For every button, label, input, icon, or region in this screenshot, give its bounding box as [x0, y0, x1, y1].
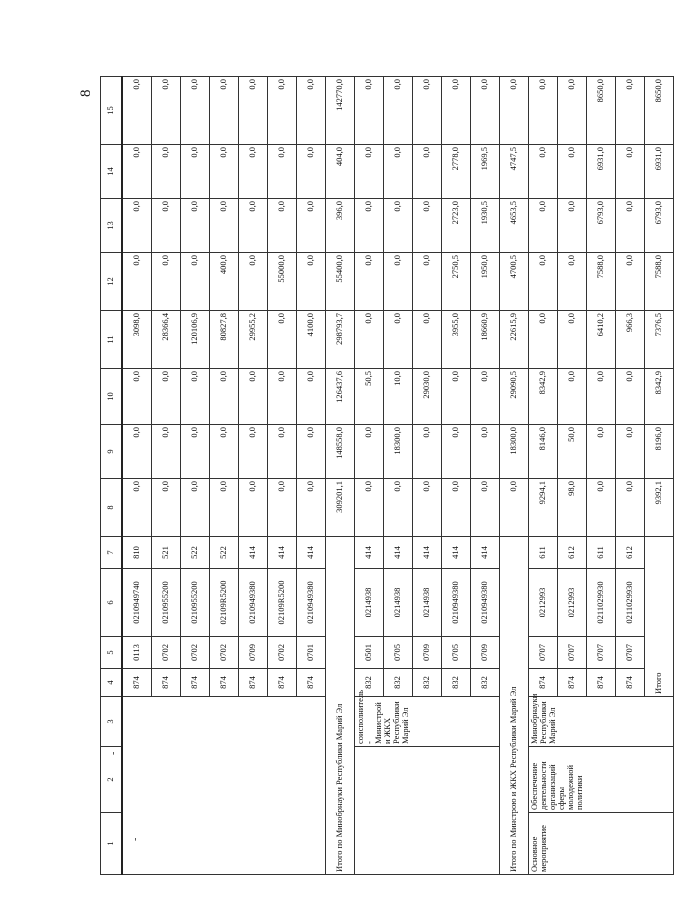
- table-cell: 0,0: [587, 479, 616, 537]
- table-row: [122, 77, 152, 875]
- table-cell: 8196,0: [645, 425, 674, 479]
- table-cell: 0,0: [268, 479, 297, 537]
- table-cell: 6793,0: [645, 199, 674, 253]
- table-cell: 832: [355, 669, 384, 697]
- table-cell: 0,0: [210, 199, 239, 253]
- table-cell: 0212993: [558, 569, 587, 637]
- table-cell: 0,0: [413, 199, 442, 253]
- table-cell: 0,0: [442, 77, 471, 145]
- table-cell: 0210949380: [471, 569, 500, 637]
- total-row: [326, 77, 355, 875]
- table-cell: 02109R5200: [210, 569, 239, 637]
- table-cell: 0,0: [355, 199, 384, 253]
- table-cell: 8146,0: [529, 425, 558, 479]
- table-cell: 0,0: [384, 311, 413, 369]
- table-cell: 0,0: [587, 369, 616, 425]
- table-cell: 29090,5: [500, 369, 529, 425]
- table-cell: 1969,5: [471, 145, 500, 199]
- table-cell: 0,0: [239, 199, 268, 253]
- page-number: 8: [78, 89, 94, 97]
- table-cell: 0,0: [122, 479, 152, 537]
- table-cell: 0,0: [268, 369, 297, 425]
- column-header: 15: [101, 77, 123, 145]
- table-cell: 0,0: [471, 425, 500, 479]
- table-cell: 400,0: [210, 253, 239, 311]
- table-cell: 4747,5: [500, 145, 529, 199]
- table-cell: 0,0: [152, 145, 181, 199]
- table-cell: 0210949380: [442, 569, 471, 637]
- table-cell: 298793,7: [326, 311, 355, 369]
- table-cell: 0,0: [181, 253, 210, 311]
- table-cell: 874: [210, 669, 239, 697]
- table-cell: 0,0: [297, 369, 326, 425]
- column-header: 14: [101, 145, 123, 199]
- table-cell: 0,0: [122, 253, 152, 311]
- table-cell: 0,0: [616, 145, 645, 199]
- total-label: Итого по Минобрнауки Республики Марий Эл: [326, 537, 355, 875]
- table-cell: 18660,9: [471, 311, 500, 369]
- column-header: 10: [101, 369, 123, 425]
- table-cell: 22615,9: [500, 311, 529, 369]
- table-cell: 9392,1: [645, 479, 674, 537]
- table-cell: 29030,0: [413, 369, 442, 425]
- table-cell: 55000,0: [268, 253, 297, 311]
- table-cell: 0,0: [587, 425, 616, 479]
- table-cell: 0,0: [529, 199, 558, 253]
- table-cell: 0,0: [152, 199, 181, 253]
- table-cell: 0,0: [239, 145, 268, 199]
- table-cell: 832: [442, 669, 471, 697]
- table-cell: 0707: [558, 637, 587, 669]
- table-cell: 6931,0: [645, 145, 674, 199]
- table-cell: 0709: [239, 637, 268, 669]
- table-cell: 0,0: [152, 425, 181, 479]
- table-cell: 874: [268, 669, 297, 697]
- table-cell: 0,0: [500, 77, 529, 145]
- table-cell: 0210949380: [297, 569, 326, 637]
- table-cell: 7588,0: [587, 253, 616, 311]
- table-cell: 0,0: [471, 77, 500, 145]
- table-cell: 0211029930: [587, 569, 616, 637]
- total-row: [500, 77, 529, 875]
- table-cell: 50,0: [558, 425, 587, 479]
- table-cell: 414: [268, 537, 297, 569]
- table-cell: 0214938: [413, 569, 442, 637]
- table-cell: 0,0: [529, 311, 558, 369]
- table-cell: 0702: [268, 637, 297, 669]
- table-cell: 0,0: [413, 479, 442, 537]
- table-cell: 3955,0: [442, 311, 471, 369]
- table-cell: 02109R5200: [268, 569, 297, 637]
- table-cell: 309201,1: [326, 479, 355, 537]
- event-type: Основное мероприятие: [529, 813, 674, 875]
- blank-cell: [122, 697, 326, 875]
- table-cell: 0,0: [413, 311, 442, 369]
- table-row: [529, 77, 558, 875]
- table-cell: 0113: [122, 637, 152, 669]
- table-cell: 832: [413, 669, 442, 697]
- table-cell: 0,0: [181, 199, 210, 253]
- table-cell: 2778,0: [442, 145, 471, 199]
- table-cell: 0,0: [384, 199, 413, 253]
- table-cell: 0,0: [181, 479, 210, 537]
- table-cell: 404,0: [326, 145, 355, 199]
- table-cell: 521: [152, 537, 181, 569]
- table-cell: 0,0: [442, 369, 471, 425]
- table-cell: 4653,5: [500, 199, 529, 253]
- table-cell: 0709: [471, 637, 500, 669]
- column-header: 2: [101, 747, 123, 813]
- table-cell: 18300,0: [500, 425, 529, 479]
- table-cell: 0,0: [268, 311, 297, 369]
- table-cell: 0214938: [355, 569, 384, 637]
- table-cell: 0,0: [355, 145, 384, 199]
- table-cell: 0,0: [616, 199, 645, 253]
- table-cell: 0,0: [239, 77, 268, 145]
- column-header: 6: [101, 569, 123, 637]
- event-executor: Минобрнауки Республики Марий Эл: [529, 697, 674, 747]
- column-header: 13: [101, 199, 123, 253]
- table-cell: 0,0: [471, 369, 500, 425]
- table-cell: 874: [297, 669, 326, 697]
- column-header: 3: [101, 697, 123, 747]
- table-cell: 98,0: [558, 479, 587, 537]
- table-cell: 810: [122, 537, 152, 569]
- column-header: 5: [101, 637, 123, 669]
- column-header: 4: [101, 669, 123, 697]
- table-cell: 0,0: [268, 425, 297, 479]
- table-cell: 874: [239, 669, 268, 697]
- table-cell: 0,0: [529, 77, 558, 145]
- table-cell: 0,0: [152, 369, 181, 425]
- table-cell: 0,0: [152, 77, 181, 145]
- table-cell: 0,0: [297, 425, 326, 479]
- table-cell: 0,0: [384, 77, 413, 145]
- table-cell: 0,0: [355, 479, 384, 537]
- table-cell: 414: [384, 537, 413, 569]
- table-cell: 414: [297, 537, 326, 569]
- table-cell: 2750,5: [442, 253, 471, 311]
- table-cell: 0,0: [355, 253, 384, 311]
- table-cell: 0,0: [616, 425, 645, 479]
- table-cell: 0,0: [297, 479, 326, 537]
- column-header: 8: [101, 479, 123, 537]
- table-cell: 0,0: [181, 425, 210, 479]
- table-cell: 832: [384, 669, 413, 697]
- scan-mark: -: [130, 837, 141, 841]
- table-cell: 0,0: [210, 369, 239, 425]
- table-cell: 874: [616, 669, 645, 697]
- table-cell: 0,0: [239, 479, 268, 537]
- column-header: 11: [101, 311, 123, 369]
- table-cell: 0,0: [558, 145, 587, 199]
- table-cell: 0210955200: [181, 569, 210, 637]
- table-cell: 3098,0: [122, 311, 152, 369]
- table-cell: 396,0: [326, 199, 355, 253]
- table-cell: 4100,0: [297, 311, 326, 369]
- table-cell: 874: [122, 669, 152, 697]
- table-cell: 0,0: [413, 145, 442, 199]
- table-cell: 414: [355, 537, 384, 569]
- column-header: 9: [101, 425, 123, 479]
- table-cell: 0,0: [239, 369, 268, 425]
- table-cell: 0701: [297, 637, 326, 669]
- table-cell: 0,0: [210, 145, 239, 199]
- table-cell: 0,0: [181, 145, 210, 199]
- table-cell: 0,0: [384, 253, 413, 311]
- table-cell: 0707: [529, 637, 558, 669]
- event-name: Обеспечение деятельности организаций сферы молодежной политики: [529, 747, 674, 813]
- table-row: [355, 77, 384, 875]
- table-cell: 0,0: [122, 199, 152, 253]
- table-cell: 414: [413, 537, 442, 569]
- table-cell: 0,0: [268, 145, 297, 199]
- budget-table: [100, 76, 674, 875]
- total-label: Итого по Минстрою и ЖКХ Республики Марий Эл: [500, 537, 529, 875]
- table-cell: 80827,8: [210, 311, 239, 369]
- table-cell: 0214938: [384, 569, 413, 637]
- table-cell: 414: [442, 537, 471, 569]
- table-cell: 0702: [181, 637, 210, 669]
- column-header: 1: [101, 813, 123, 875]
- table-cell: 832: [471, 669, 500, 697]
- table-cell: 50,5: [355, 369, 384, 425]
- table-cell: 0,0: [413, 253, 442, 311]
- table-cell: 874: [152, 669, 181, 697]
- table-cell: 1930,5: [471, 199, 500, 253]
- table-cell: 414: [471, 537, 500, 569]
- scan-mark: -: [108, 751, 119, 755]
- table-cell: 0,0: [239, 253, 268, 311]
- table-cell: 0,0: [297, 145, 326, 199]
- table-cell: 0,0: [122, 77, 152, 145]
- table-cell: 7376,5: [645, 311, 674, 369]
- table-cell: 7588,0: [645, 253, 674, 311]
- table-cell: 0,0: [558, 311, 587, 369]
- table-cell: 0,0: [239, 425, 268, 479]
- table-cell: 0,0: [529, 145, 558, 199]
- table-cell: 0,0: [384, 145, 413, 199]
- table-cell: 0,0: [297, 199, 326, 253]
- table-cell: 8650,0: [645, 77, 674, 145]
- table-cell: 612: [616, 537, 645, 569]
- table-cell: 0,0: [152, 479, 181, 537]
- table-cell: 0,0: [413, 425, 442, 479]
- table-cell: 0702: [210, 637, 239, 669]
- table-cell: 0212993: [529, 569, 558, 637]
- table-cell: 126437,6: [326, 369, 355, 425]
- table-cell: 0,0: [558, 253, 587, 311]
- table-cell: 55400,0: [326, 253, 355, 311]
- table-cell: 0,0: [181, 369, 210, 425]
- table-cell: 522: [181, 537, 210, 569]
- header-row: [101, 77, 123, 875]
- table-cell: 120106,9: [181, 311, 210, 369]
- table-cell: 0,0: [616, 77, 645, 145]
- table-cell: 0,0: [122, 369, 152, 425]
- table-cell: 612: [558, 537, 587, 569]
- coexecutor-label: соисполнитель - Министрой и ЖКХ Республики Марий Эл: [355, 697, 500, 747]
- table-cell: 28366,4: [152, 311, 181, 369]
- table-cell: 0,0: [500, 479, 529, 537]
- table-cell: 0,0: [122, 425, 152, 479]
- table-cell: 0,0: [471, 479, 500, 537]
- table-cell: 0702: [152, 637, 181, 669]
- table-cell: 966,3: [616, 311, 645, 369]
- table-cell: 611: [529, 537, 558, 569]
- table-cell: 0,0: [210, 77, 239, 145]
- total-label: Итого: [645, 537, 674, 697]
- table-cell: 0707: [616, 637, 645, 669]
- table-cell: 0,0: [268, 199, 297, 253]
- table-cell: 0211029930: [616, 569, 645, 637]
- table-cell: 0210949740: [122, 569, 152, 637]
- column-header: 12: [101, 253, 123, 311]
- table-cell: 6410,2: [587, 311, 616, 369]
- table-cell: 0,0: [558, 77, 587, 145]
- table-cell: 874: [529, 669, 558, 697]
- table-cell: 0,0: [268, 77, 297, 145]
- table-cell: 0,0: [355, 311, 384, 369]
- table-cell: 6793,0: [587, 199, 616, 253]
- table-cell: 0707: [587, 637, 616, 669]
- table-cell: 8650,0: [587, 77, 616, 145]
- table-cell: 0705: [384, 637, 413, 669]
- table-cell: 414: [239, 537, 268, 569]
- table-cell: 148558,0: [326, 425, 355, 479]
- table-cell: 0,0: [355, 425, 384, 479]
- blank-cell: [355, 747, 500, 875]
- table-cell: 8342,9: [529, 369, 558, 425]
- table-cell: 0,0: [529, 253, 558, 311]
- table-cell: 611: [587, 537, 616, 569]
- table-cell: 0,0: [616, 479, 645, 537]
- table-cell: 0,0: [297, 77, 326, 145]
- table-cell: 2723,0: [442, 199, 471, 253]
- table-cell: 0,0: [355, 77, 384, 145]
- table-cell: 0,0: [558, 199, 587, 253]
- table-cell: 0,0: [384, 479, 413, 537]
- column-header: 7: [101, 537, 123, 569]
- table-cell: 0,0: [558, 369, 587, 425]
- table-cell: 0,0: [297, 253, 326, 311]
- table-cell: 6931,0: [587, 145, 616, 199]
- table-cell: 0210949380: [239, 569, 268, 637]
- table-cell: 8342,9: [645, 369, 674, 425]
- table-cell: 18300,0: [384, 425, 413, 479]
- table-cell: 0,0: [616, 253, 645, 311]
- table-cell: 0,0: [616, 369, 645, 425]
- table-cell: 874: [181, 669, 210, 697]
- table-cell: 0501: [355, 637, 384, 669]
- table-cell: 0,0: [210, 479, 239, 537]
- table-cell: 874: [558, 669, 587, 697]
- table-cell: 0,0: [442, 479, 471, 537]
- table-cell: 874: [587, 669, 616, 697]
- table-cell: 4700,5: [500, 253, 529, 311]
- table-cell: 0210955200: [152, 569, 181, 637]
- table-cell: 0,0: [442, 425, 471, 479]
- table-cell: 1950,0: [471, 253, 500, 311]
- table-cell: 0,0: [181, 77, 210, 145]
- table-cell: 29955,2: [239, 311, 268, 369]
- table-cell: 0,0: [210, 425, 239, 479]
- table-cell: 10,0: [384, 369, 413, 425]
- table-cell: 0,0: [152, 253, 181, 311]
- table-cell: 142770,0: [326, 77, 355, 145]
- table-cell: 522: [210, 537, 239, 569]
- table-cell: 0,0: [122, 145, 152, 199]
- table-cell: 0709: [413, 637, 442, 669]
- table-cell: 0,0: [413, 77, 442, 145]
- table-cell: 0705: [442, 637, 471, 669]
- table-cell: 9294,1: [529, 479, 558, 537]
